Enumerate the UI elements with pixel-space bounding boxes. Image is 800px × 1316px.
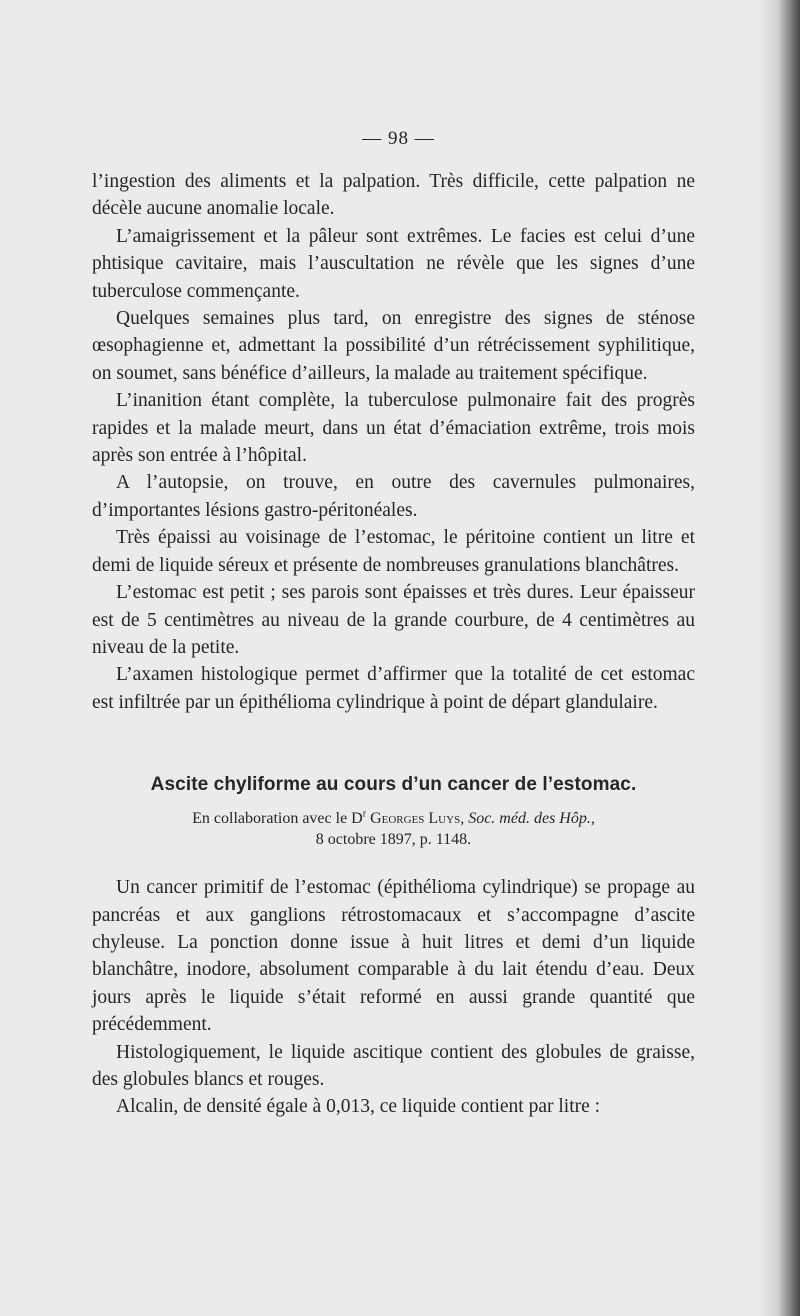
- citation-date-page: 8 octobre 1897, p. 1148.: [315, 831, 472, 849]
- citation-sup: r: [362, 808, 367, 820]
- paragraph: L’axamen histologique permet d’affirmer que la totalité de cet estomac est infiltrée par un épithélioma cylindrique à point de départ glandulaire.: [92, 664, 695, 713]
- bottom-body-text: [92, 874, 695, 1121]
- citation: En collaboration avec le $D^r$ Georges Luys, Soc. méd. des Hôp., 8 octobre 1897, p. 1148.: [192, 808, 595, 849]
- paragraph: L’inanition étant complète, la tuberculose pulmonaire fait des progrès rapides et la malade meurt, dans un état d’émaciation extrême, trois mois après son entrée à l’hôpital.: [92, 390, 695, 467]
- citation-prefix: En collaboration avec le D: [192, 810, 363, 828]
- paragraph: A l’autopsie, on trouve, en outre des cavernules pulmonaires, d’importantes lésions gastro-péritonéales.: [92, 472, 695, 521]
- citation-journal: Soc. méd. des Hôp.: [468, 810, 591, 828]
- paragraph: Un cancer primitif de l’estomac (épithélioma cylindrique) se propage au pancréas et aux ganglions rétrostomacaux et s’accompagne d’ascite chyleuse. La ponction donne issue à huit litres et demi d’un liquide blanchâtre, inodore, absolument comparable à du lait étendu d’eau. Deux jours après le liquide s’était reformé en aussi grande quantité que précédemment.: [92, 877, 695, 1036]
- paragraph: Alcalin, de densité égale à 0,013, ce liquide contient par litre :: [116, 1096, 601, 1118]
- scan-shadow-edge: [760, 0, 800, 1316]
- citation-author: Georges Luys: [370, 810, 461, 828]
- paragraph: L’estomac est petit ; ses parois sont épaisses et très dures. Leur épaisseur est de 5 centimètres au niveau de la grande courbure, de 4 centimètres au niveau de la petite.: [92, 582, 695, 658]
- page-number: — 98 —: [362, 128, 435, 149]
- paragraph: Quelques semaines plus tard, on enregistre des signes de sténose œsophagienne et, admettant la possibilité d’un rétrécissement syphilitique, on soumet, sans bénéfice d’ailleurs, la malade au traitement spécifique.: [92, 308, 695, 384]
- paragraph: L’amaigrissement et la pâleur sont extrêmes. Le facies est celui d’une phtisique cavitaire, mais l’auscultation ne révèle que les signes d’une tuberculose commençante.: [92, 225, 695, 302]
- section-title: Ascite chyliforme au cours d’un cancer de l’estomac.: [150, 774, 637, 796]
- paragraph: Très épaissi au voisinage de l’estomac, le péritoine contient un litre et demi de liquide séreux et présente de nombreuses granulations blanchâtres.: [92, 527, 695, 576]
- top-body-text: [92, 168, 695, 716]
- paragraph: Histologiquement, le liquide ascitique contient des globules de graisse, des globules blancs et rouges.: [92, 1041, 695, 1090]
- document-page: [92, 128, 695, 1121]
- paragraph: l’ingestion des aliments et la palpation. Très difficile, cette palpation ne décèle aucune anomalie locale.: [92, 171, 695, 220]
